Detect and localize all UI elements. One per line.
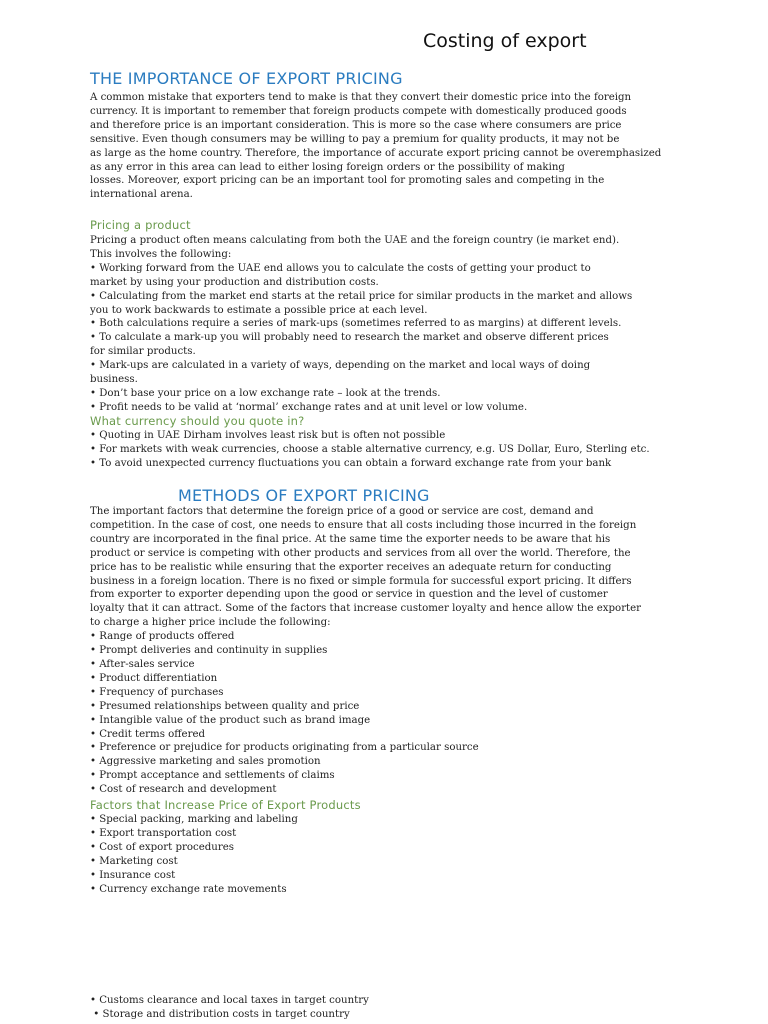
list-item: • Range of products offered xyxy=(90,631,235,643)
text-line: Pricing a product often means calculating from both the UAE and the foreign country (ie market end). xyxy=(90,235,620,246)
list-item: • Special packing, marking and labeling xyxy=(90,814,298,825)
list-item: • Insurance cost xyxy=(90,869,176,881)
list-item: • Marketing cost xyxy=(90,855,178,867)
list-item: • To calculate a mark-up you will probably need to research the market and observe different prices xyxy=(90,332,609,344)
text-line: competition. In the case of cost, one needs to ensure that all costs including those incurred in the foreign xyxy=(90,519,637,531)
text-line: business. xyxy=(90,374,138,386)
list-item: • For markets with weak currencies, choose a stable alternative currency, e.g. US Dollar, Euro, Sterling etc. xyxy=(90,443,650,455)
text-line: sensitive. Even though consumers may be willing to pay a premium for quality products, it may not be xyxy=(90,133,620,145)
list-item: • Working forward from the UAE end allows you to calculate the costs of getting your product to xyxy=(90,262,591,274)
text-line: to charge a higher price include the following: xyxy=(90,617,331,629)
list-item: • To avoid unexpected currency fluctuations you can obtain a forward exchange rate from your bank xyxy=(90,457,612,469)
list-item: • Calculating from the market end starts at the retail price for similar products in the market and allows xyxy=(90,290,633,302)
text-line: as large as the home country. Therefore, the importance of accurate export pricing cannot be overemphasized xyxy=(90,147,662,159)
list-item: • Cost of export procedures xyxy=(90,841,234,853)
subheading-pricing-a-product: Pricing a product xyxy=(90,218,191,232)
text-line: for similar products. xyxy=(90,346,196,358)
list-item: • Prompt deliveries and continuity in supplies xyxy=(90,645,328,657)
factors-list xyxy=(90,813,298,896)
list-item: • Prompt acceptance and settlements of claims xyxy=(90,770,335,782)
section-heading-importance: THE IMPORTANCE OF EXPORT PRICING xyxy=(90,69,403,88)
text-line: as any error in this area can lead to either losing foreign orders or the possibility of making xyxy=(90,161,565,173)
text-line: and therefore price is an important consideration. This is more so the case where consumers are price xyxy=(90,119,622,131)
list-item: • Cost of research and development xyxy=(90,784,277,796)
document-title: Costing of export xyxy=(423,30,587,52)
subheading-factors-increase-price: Factors that Increase Price of Export Products xyxy=(90,798,361,812)
text-line: This involves the following: xyxy=(90,248,232,260)
text-line: loyalty that it can attract. Some of the factors that increase customer loyalty and hence allow the exporter xyxy=(90,603,642,615)
section-heading-methods: METHODS OF EXPORT PRICING xyxy=(178,486,430,505)
list-item: • Preference or prejudice for products originating from a particular source xyxy=(90,742,479,754)
list-item: • Intangible value of the product such as brand image xyxy=(90,714,371,726)
text-line: country are incorporated in the final price. At the same time the exporter needs to be aware that his xyxy=(90,533,611,545)
list-item: • Currency exchange rate movements xyxy=(90,883,287,895)
list-item: • Aggressive marketing and sales promotion xyxy=(90,756,321,768)
list-item: • Customs clearance and local taxes in target country xyxy=(90,995,369,1006)
list-item: • Frequency of purchases xyxy=(90,686,224,698)
factors-list-continued xyxy=(90,994,369,1022)
text-line: from exporter to exporter depending upon the good or service in question and the level of customer xyxy=(90,589,608,601)
list-item: • Product differentiation xyxy=(90,672,218,684)
list-item: • Don’t base your price on a low exchange rate – look at the trends. xyxy=(90,387,441,399)
text-line: market by using your production and distribution costs. xyxy=(90,276,379,288)
list-item: • Storage and distribution costs in target country xyxy=(90,1008,350,1020)
methods-paragraph-and-list xyxy=(90,505,641,797)
text-line: product or service is competing with other products and services from all over the world. Therefore, the xyxy=(90,547,631,559)
list-item: • Presumed relationships between quality and price xyxy=(90,700,360,712)
text-line: price has to be realistic while ensuring that the exporter receives an adequate return for conducting xyxy=(90,561,612,573)
currency-list xyxy=(90,429,650,471)
text-line: business in a foreign location. There is no fixed or simple formula for successful export pricing. It differs xyxy=(90,575,632,587)
list-item: • Both calculations require a series of mark-ups (sometimes referred to as margins) at different levels. xyxy=(90,318,622,330)
text-line: international arena. xyxy=(90,189,193,201)
subheading-what-currency: What currency should you quote in? xyxy=(90,414,305,428)
importance-paragraph xyxy=(90,91,661,202)
text-line: currency. It is important to remember that foreign products compete with domestically produced goods xyxy=(90,105,627,117)
text-line: you to work backwards to estimate a possible price at each level. xyxy=(90,304,428,316)
list-item: • Profit needs to be valid at ‘normal’ exchange rates and at unit level or low volume. xyxy=(90,401,528,413)
list-item: • Export transportation cost xyxy=(90,827,237,839)
list-item: • After-sales service xyxy=(90,658,195,670)
text-line: losses. Moreover, export pricing can be an important tool for promoting sales and competing in the xyxy=(90,175,605,187)
list-item: • Mark-ups are calculated in a variety of ways, depending on the market and local ways of doing xyxy=(90,360,591,372)
text-line: A common mistake that exporters tend to make is that they convert their domestic price into the foreign xyxy=(90,92,632,103)
text-line: The important factors that determine the foreign price of a good or service are cost, demand and xyxy=(90,506,594,517)
pricing-a-product-list xyxy=(90,234,632,415)
list-item: • Quoting in UAE Dirham involves least risk but is often not possible xyxy=(90,430,446,441)
list-item: • Credit terms offered xyxy=(90,728,205,740)
